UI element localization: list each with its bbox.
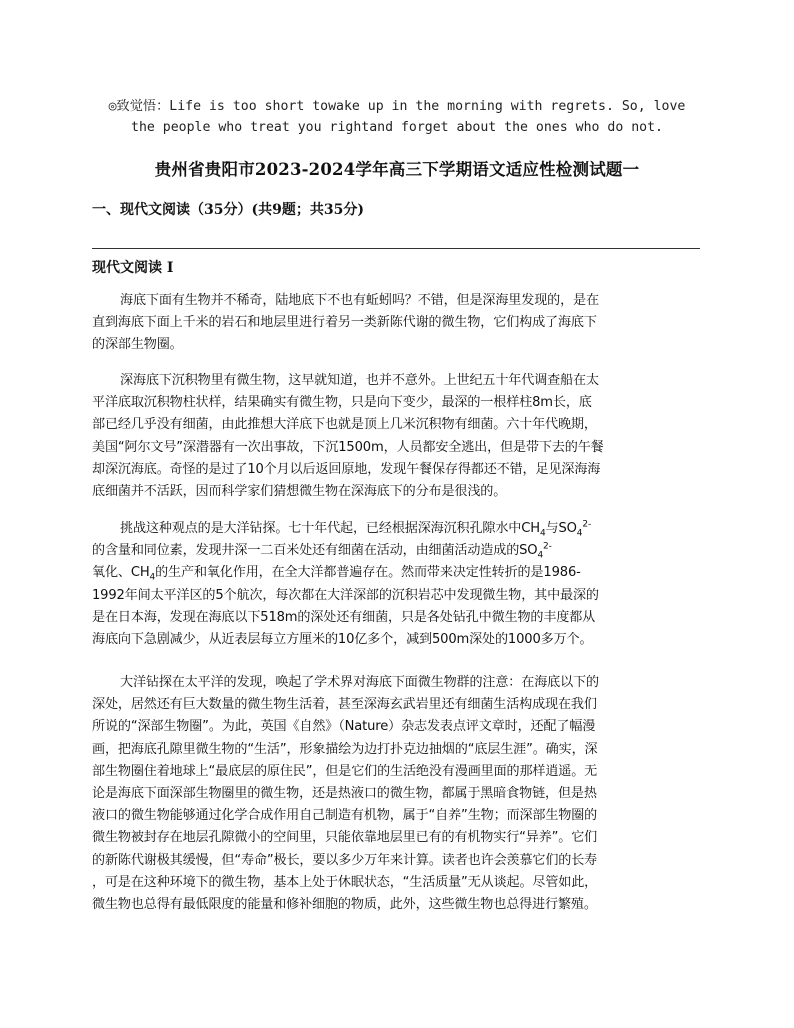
paragraph-line: 1992年间太平洋区的5个航次，每次都在大洋深部的沉积岩芯中发现微生物，其中最深的 [92,587,599,603]
text-run: 与SO [545,521,577,536]
subscript: 4 [149,573,156,584]
paragraph-3 [92,518,704,651]
superscript: 2- [582,519,592,530]
text-run: 的含量和同位素，发现井深一二百米处还有细菌在活动，由细菌活动造成的SO [92,543,538,559]
paragraph-1 [92,290,704,357]
paragraph-line: 却深沉海底。奇怪的是过了10个月以后返回原地，发现午餐保存得都还不错，足见深海海 [92,461,601,477]
paragraph-line: 深海底下沉积物里有微生物，这早就知道，也并不意外。上世纪五十年代调查船在太 [120,373,599,388]
paragraph-line: 大洋钻探在太平洋的发现，唤起了学术界对海底下面微生物群的注意：在海底以下的 [120,675,599,690]
paragraph-4 [92,672,704,916]
paragraph-line: 海底向下急剧减少，从近表层每立方厘米的10亿多个，减到500m深处的1000多万个。 [92,632,593,648]
paragraph-line: 所说的“深部生物圈”。为此，英国《自然》（Nature）杂志发表点评文章时，还配了幅漫 [92,719,596,735]
paragraph-line [92,562,704,584]
paragraph-line: 微生物被封存在地层孔隙微小的空间里，只能依靠地层里已有的有机物实行“异养”。它们 [92,830,598,846]
subscript: 4 [539,528,546,539]
superscript: 2- [543,541,552,552]
paragraph-2 [92,370,704,503]
reading-heading: 现代文阅读 I [92,260,174,276]
text-run: 的生产和氧化作用，在全大洋都普遍存在。然而带来决定性转折的是1986- [155,565,581,581]
paragraph-line: 平洋底取沉积物柱状样，结果确实有微生物，只是向下变少，最深的一根样柱8m长，底 [92,395,592,411]
motto-header [0,96,794,138]
text-run: 挑战这种观点的是大洋钻探。七十年代起，已经根据深海沉积孔隙水中CH [120,521,540,536]
subscript: 4 [537,550,544,561]
document-title: 贵州省贵阳市2023-2024学年高三下学期语文适应性检测试题一 [154,160,640,179]
paragraph-line: 论是海底下面深部生物圈里的微生物，还是热液口的微生物，都属于黑暗食物链，但是热 [92,786,597,802]
paragraph-line: 是在日本海，发现在海底以下518m的深处还有细菌，只是各处钻孔中微生物的丰度都从 [92,609,596,625]
paragraph-line: 直到海底下面上千米的岩石和地层里进行着另一类新陈代谢的微生物，它们构成了海底下 [92,315,597,331]
paragraph-line: 海底下面有生物并不稀奇，陆地底下不也有蚯蚓吗？不错，但是深海里发现的，是在 [120,293,599,308]
subscript: 4 [576,528,583,539]
paragraph-line: 部已经几乎没有细菌，由此推想大洋底下也就是顶上几米沉积物有细菌。六十年代晚期， [92,417,597,433]
paragraph-line: 底细菌并不活跃，因而科学家们猜想微生物在深海底下的分布是很浅的。 [92,484,507,500]
paragraph-line: 的新陈代谢极其缓慢，但“寿命”极长，要以多少万年来计算。读者也许会羡慕它们的长寿 [92,852,598,868]
section-heading: 一、现代文阅读（35分）(共9题；共35分) [92,202,364,218]
paragraph-line [92,540,704,562]
motto-line-2: the people who treat you rightand forget about the ones who do not. [131,120,663,135]
paragraph-line: 美国“阿尔文号”深潜器有一次出事故，下沉1500m，人员都安全逃出，但是带下去的午餐 [92,439,604,455]
motto-line-1: ◎致觉悟：Life is too short towake up in the morning with regrets. So, love [108,99,686,114]
paragraph-line: 深处，居然还有巨大数量的微生物生活着，甚至深海玄武岩里还有细菌生活构成现在我们 [92,697,597,713]
paragraph-line: 画，把海底孔隙里微生物的“生活”，形象描绘为边打扑克边抽烟的“底层生涯”。确实，深 [92,741,598,757]
paragraph-line: 液口的微生物能够通过化学合成作用自己制造有机物，属于“自养”生物；而深部生物圈的 [92,808,598,824]
paragraph-line [92,518,704,540]
paragraph-line: 微生物也总得有最低限度的能量和修补细胞的物质，此外，这些微生物也总得进行繁殖。 [92,897,597,913]
paragraph-line: 部生物圈住着地球上“最底层的原住民”，但是它们的生活绝没有漫画里面的那样逍遥。无 [92,763,598,779]
paragraph-line: ，可是在这种环境下的微生物，基本上处于休眠状态，“生活质量”无从谈起。尽管如此， [92,874,598,890]
text-run: 氧化、CH [92,565,150,581]
divider-rule [92,248,700,249]
paragraph-line: 的深部生物圈。 [92,337,183,353]
